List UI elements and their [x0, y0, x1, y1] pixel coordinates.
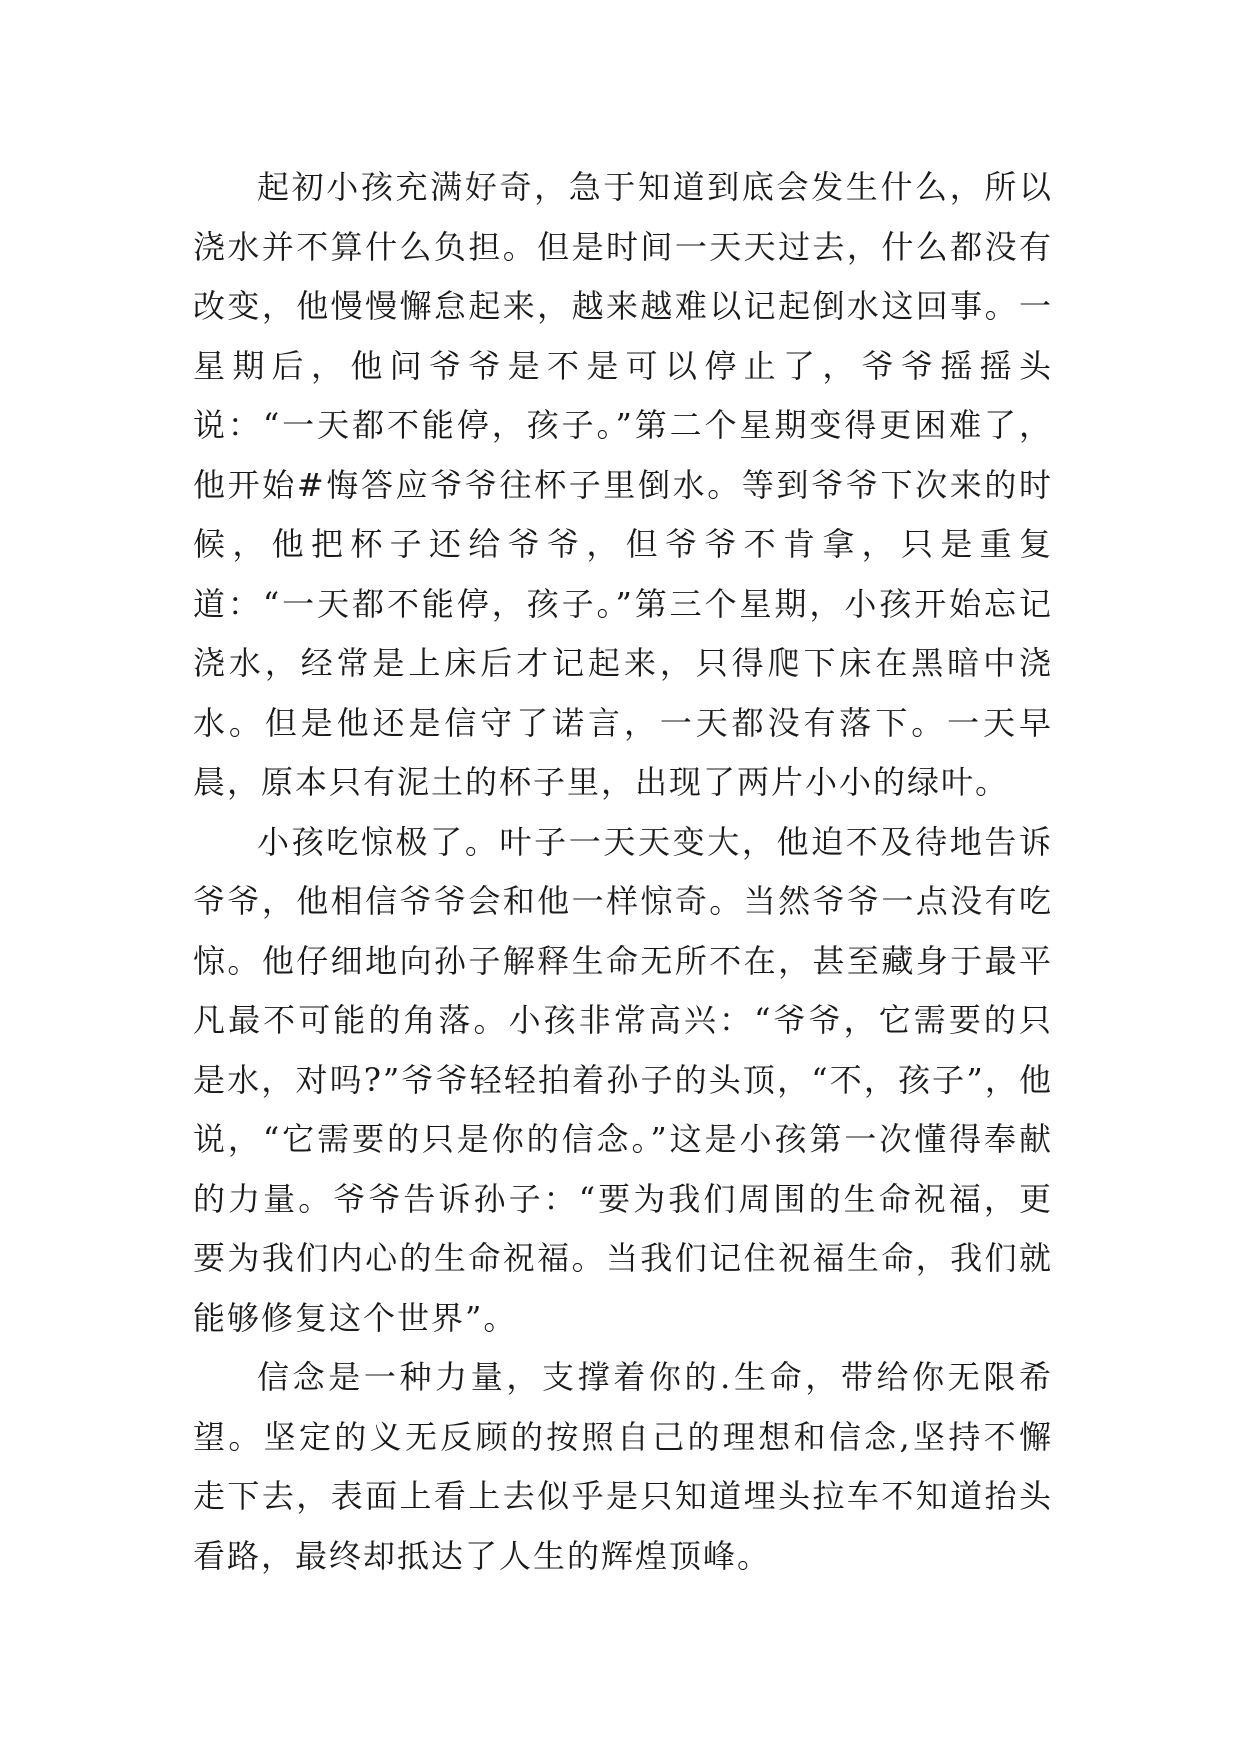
article-body	[193, 158, 1053, 1586]
paragraph-2: 小孩吃惊极了。叶子一天天变大，他迫不及待地告诉爷爷，他相信爷爷会和他一样惊奇。当然爷爷一点没有吃惊。他仔细地向孙子解释生命无所不在，甚至藏身于最平凡最不可能的角落。小孩非常高兴：“爷爷，它需要的只是水，对吗?”爷爷轻轻拍着孙子的头顶，“不，孩子”，他说，“它需要的只是你的信念。”这是小孩第一次懂得奉献的力量。爷爷告诉孙子：“要为我们周围的生命祝福，更要为我们内心的生命祝福。当我们记住祝福生命，我们就能够修复这个世界”。	[193, 822, 1053, 1337]
paragraph-1: 起初小孩充满好奇，急于知道到底会发生什么，所以浇水并不算什么负担。但是时间一天天过去，什么都没有改变，他慢慢懈怠起来，越来越难以记起倒水这回事。一星期后，他问爷爷是不是可以停止了，爷爷摇摇头说：“一天都不能停，孩子。”第二个星期变得更困难了，他开始#悔答应爷爷往杯子里倒水。等到爷爷下次来的时候，他把杯子还给爷爷，但爷爷不肯拿，只是重复道：“一天都不能停，孩子。”第三个星期，小孩开始忘记浇水，经常是上床后才记起来，只得爬下床在黑暗中浇水。但是他还是信守了诺言，一天都没有落下。一天早晨，原本只有泥土的杯子里，出现了两片小小的绿叶。	[193, 168, 1053, 801]
paragraph-3: 信念是一种力量，支撑着你的.生命，带给你无限希望。坚定的义无反顾的按照自己的理想和信念,坚持不懈走下去，表面上看上去似乎是只知道埋头拉车不知道抬头看路，最终却抵达了人生的辉煌顶峰。	[193, 1358, 1053, 1575]
